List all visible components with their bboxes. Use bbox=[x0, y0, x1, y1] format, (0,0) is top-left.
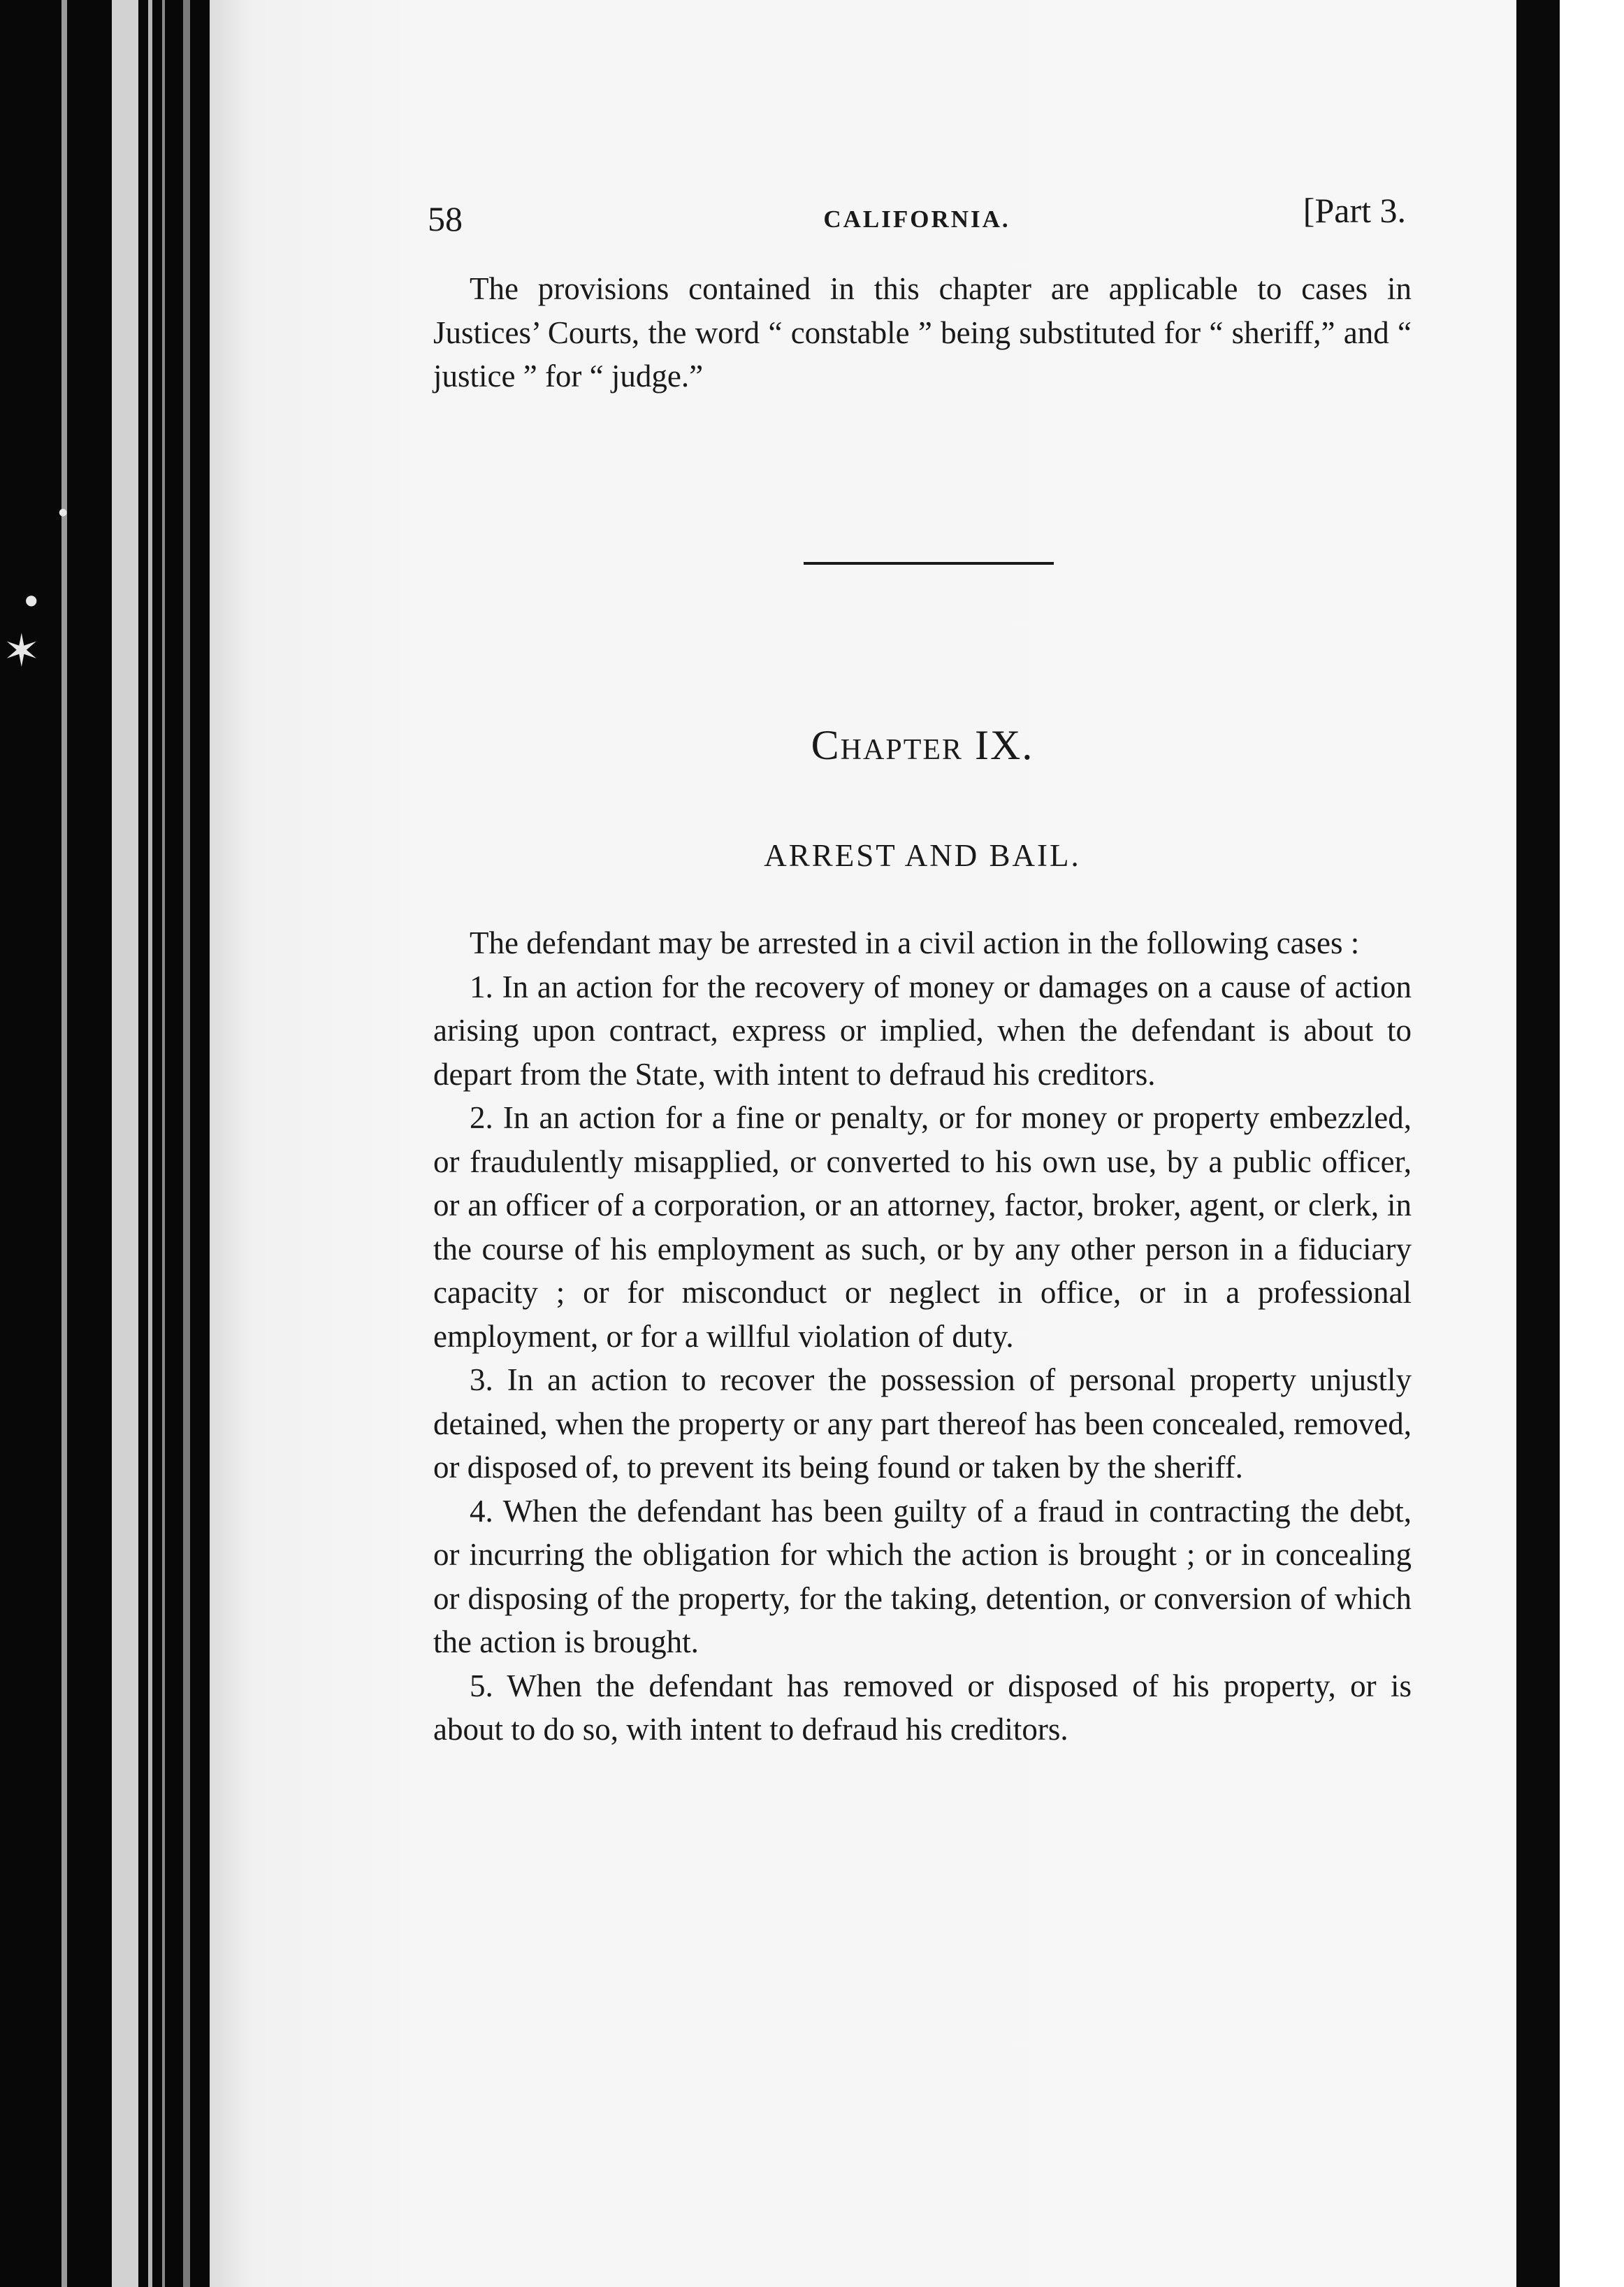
previous-chapter-text bbox=[433, 267, 1412, 398]
page-number: 58 bbox=[428, 199, 463, 238]
scan-right-margin bbox=[1560, 0, 1624, 2287]
scan-speck: ● bbox=[25, 591, 38, 608]
case-paragraph: 2. In an action for a fine or penalty, or for money or property embezzled, or fraudulently misapplied, or converted to his own use, by a public officer, or an officer of a corporation, or an attorney, factor, broker, agent, or clerk, in the course of his employment as such, or by any other person in a fiduciary capacity ; or for misconduct or neglect in office, or in a professional employment, or for a willful violation of duty. bbox=[433, 1100, 1412, 1354]
chapter-title: ARREST AND BAIL. bbox=[764, 838, 1081, 873]
page-edge-stripe bbox=[183, 0, 190, 2287]
case-paragraph: 4. When the defendant has been guilty of a fraud in contracting the debt, or incurring the obligation for which the action is brought ; or in concealing or disposing of the property, for the taking, detention, or conversion of which the action is brought. bbox=[433, 1493, 1412, 1659]
scan-speck: ● bbox=[59, 507, 68, 518]
chapter-body bbox=[433, 921, 1412, 1752]
part-label: [Part 3. bbox=[1303, 191, 1406, 230]
case-paragraph: 3. In an action to recover the possession of personal property unjustly detained, when the property or any part thereof has been concealed, removed, or disposed of, to prevent its being found or taken by the sheriff. bbox=[433, 1362, 1412, 1485]
chapter-heading: Chapter IX. bbox=[811, 722, 1034, 768]
scan-right-border bbox=[1516, 0, 1560, 2287]
intro-paragraph: The provisions contained in this chapter are applicable to cases in Justices’ Courts, the word “ constable ” being substituted for “ sheriff,” and “ justice ” for “ judge.” bbox=[433, 271, 1412, 394]
page-edge-stripe bbox=[162, 0, 165, 2287]
scan-left-border bbox=[0, 0, 210, 2287]
case-paragraph: 5. When the defendant has removed or disposed of his property, or is about to do so, with intent to defraud his creditors. bbox=[433, 1668, 1412, 1747]
page-edge-stripe bbox=[61, 0, 67, 2287]
page-edge-stripe bbox=[148, 0, 152, 2287]
running-title: CALIFORNIA. bbox=[823, 205, 1010, 233]
case-paragraph: 1. In an action for the recovery of money or damages on a cause of action arising upon contract, express or implied, when the defendant is about to depart from the State, with intent to defraud his creditors. bbox=[433, 969, 1412, 1092]
lead-paragraph: The defendant may be arrested in a civil action in the following cases : bbox=[470, 925, 1360, 960]
running-header bbox=[428, 187, 1406, 250]
section-divider bbox=[804, 562, 1054, 565]
scan-speck: ✶ bbox=[3, 626, 41, 677]
page-edge-stripe bbox=[112, 0, 138, 2287]
